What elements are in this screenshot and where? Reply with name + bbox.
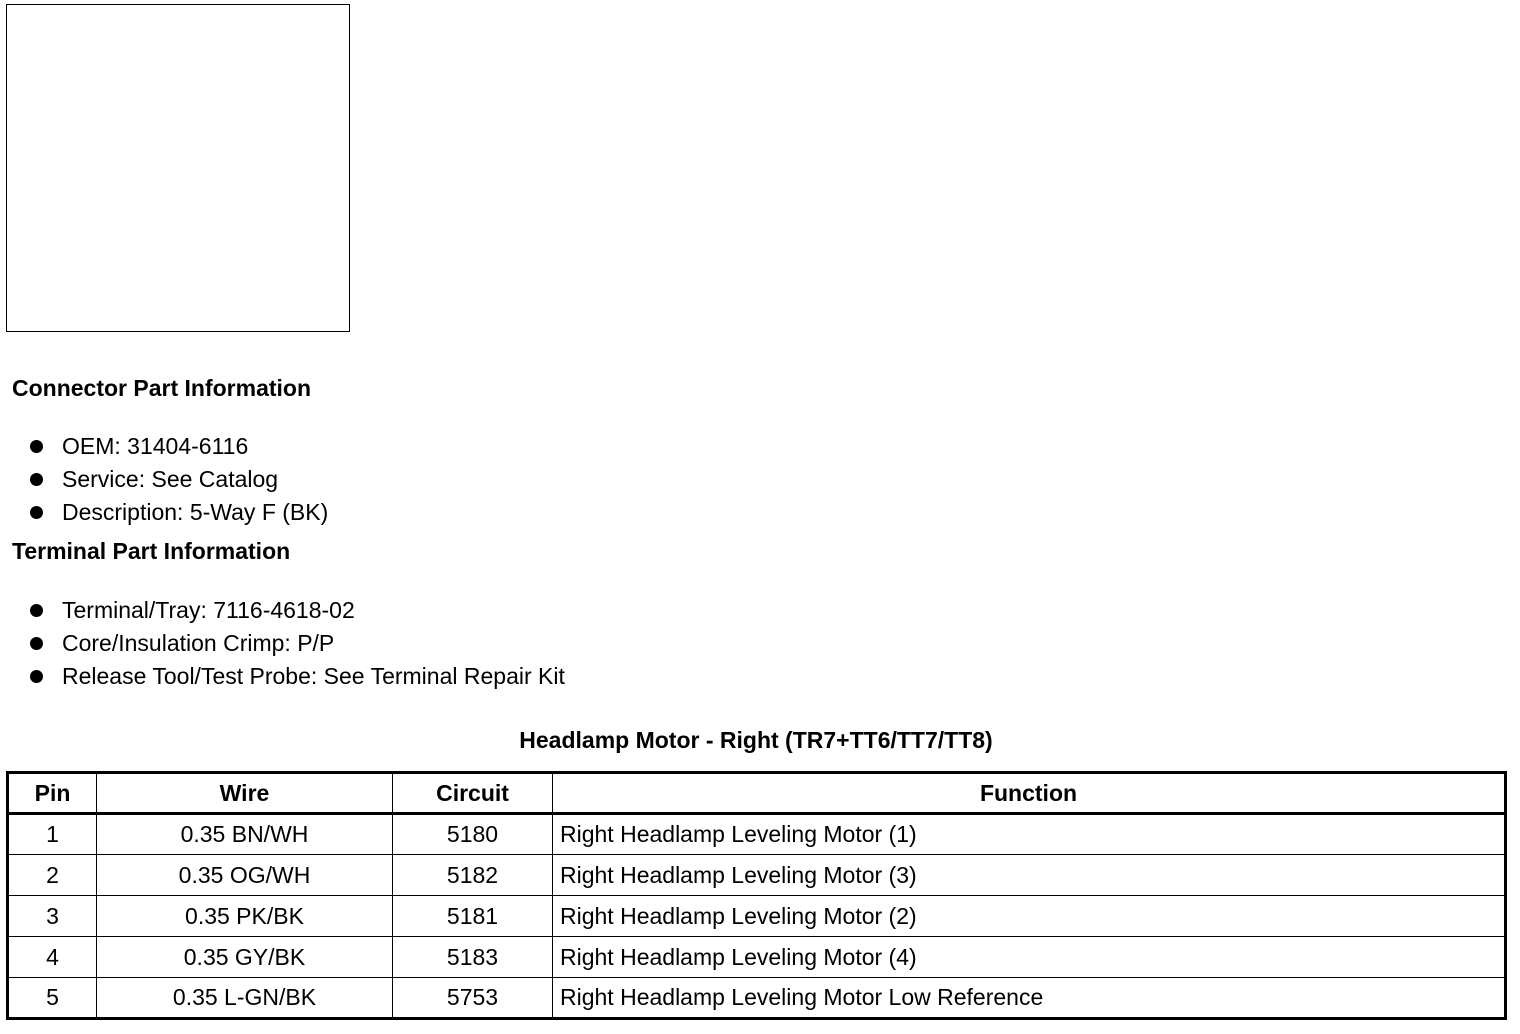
list-item-text: Release Tool/Test Probe: See Terminal Repair Kit	[62, 663, 565, 689]
pin-cell: 5	[8, 978, 97, 1019]
terminal-info-list	[30, 594, 565, 693]
table-row	[8, 855, 1506, 896]
wire-cell: 0.35 GY/BK	[97, 937, 393, 978]
connector-info-heading: Connector Part Information	[12, 375, 312, 401]
list-item-text: Core/Insulation Crimp: P/P	[62, 630, 335, 656]
list-item	[30, 463, 328, 496]
bullet-icon	[30, 637, 43, 650]
connector-info-list	[30, 430, 328, 529]
list-item	[30, 660, 565, 693]
pin-cell: 3	[8, 896, 97, 937]
list-item	[30, 496, 328, 529]
circuit-cell: 5753	[393, 978, 553, 1019]
column-header-function: Function	[553, 773, 1506, 814]
bullet-icon	[30, 440, 43, 453]
column-header-wire: Wire	[97, 773, 393, 814]
bullet-icon	[30, 670, 43, 683]
bullet-icon	[30, 604, 43, 617]
circuit-cell: 5183	[393, 937, 553, 978]
table-row	[8, 937, 1506, 978]
terminal-info-heading: Terminal Part Information	[12, 538, 291, 564]
list-item-text: Description: 5-Way F (BK)	[62, 499, 329, 525]
table-row	[8, 978, 1506, 1019]
bullet-icon	[30, 473, 43, 486]
list-item-text: Terminal/Tray: 7116-4618-02	[62, 597, 355, 623]
function-cell: Right Headlamp Leveling Motor (1)	[553, 814, 1506, 855]
pin-cell: 2	[8, 855, 97, 896]
wire-cell: 0.35 PK/BK	[97, 896, 393, 937]
pin-cell: 1	[8, 814, 97, 855]
wire-cell: 0.35 L-GN/BK	[97, 978, 393, 1019]
bullet-icon	[30, 506, 43, 519]
table-row	[8, 896, 1506, 937]
list-item	[30, 627, 565, 660]
wire-cell: 0.35 BN/WH	[97, 814, 393, 855]
pinout-table-title: Headlamp Motor - Right (TR7+TT6/TT7/TT8)	[519, 727, 993, 753]
function-cell: Right Headlamp Leveling Motor (3)	[553, 855, 1506, 896]
connector-image-placeholder	[6, 4, 350, 332]
list-item-text: Service: See Catalog	[62, 466, 279, 492]
function-cell: Right Headlamp Leveling Motor (2)	[553, 896, 1506, 937]
list-item	[30, 430, 328, 463]
circuit-cell: 5182	[393, 855, 553, 896]
pin-cell: 4	[8, 937, 97, 978]
column-header-circuit: Circuit	[393, 773, 553, 814]
list-item-text: OEM: 31404-6116	[62, 433, 249, 459]
wire-cell: 0.35 OG/WH	[97, 855, 393, 896]
circuit-cell: 5181	[393, 896, 553, 937]
table-row	[8, 814, 1506, 855]
function-cell: Right Headlamp Leveling Motor Low Reference	[553, 978, 1506, 1019]
function-cell: Right Headlamp Leveling Motor (4)	[553, 937, 1506, 978]
pinout-table	[6, 771, 1507, 1020]
column-header-pin: Pin	[8, 773, 97, 814]
list-item	[30, 594, 565, 627]
circuit-cell: 5180	[393, 814, 553, 855]
table-header-row	[8, 773, 1506, 814]
